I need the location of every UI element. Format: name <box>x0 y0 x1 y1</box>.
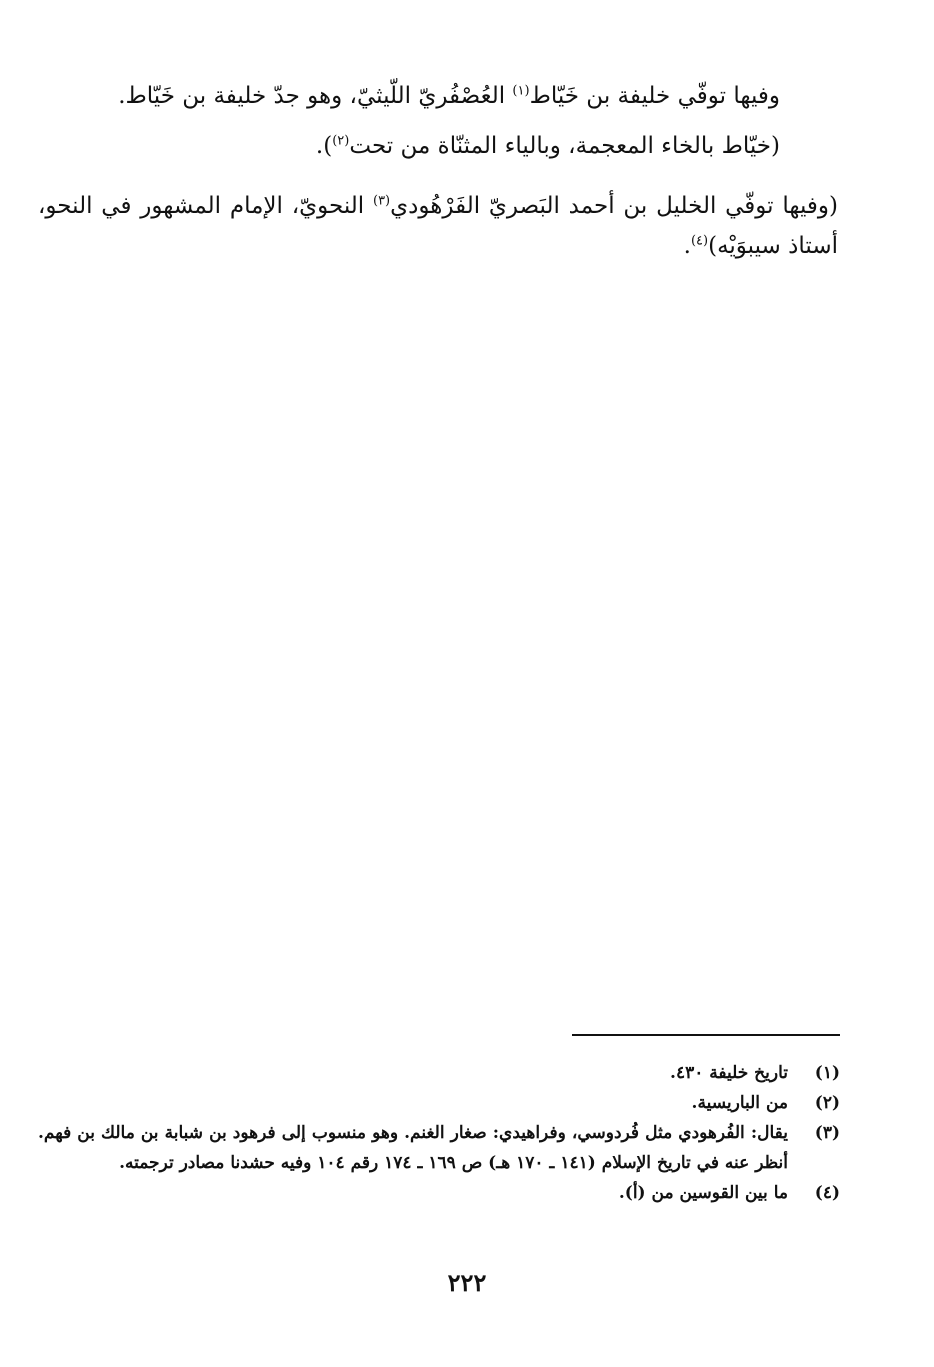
footnote-2 <box>38 1088 840 1118</box>
footnote-text: من الباريسية. <box>691 1093 788 1113</box>
footnote-text: ما بين القوسين من (أ). <box>618 1183 788 1203</box>
page-number: ٢٢٢ <box>447 1268 487 1297</box>
paragraph-3-text-b: النحويّ، الإمام المشهور في النحو، أستاذ سيبوَيْه) <box>38 193 838 259</box>
paragraph-1 <box>38 74 780 118</box>
paragraph-3-text-c: . <box>683 233 691 259</box>
paragraph-1-text-a: وفيها توفّي خليفة بن خَيّاط <box>529 83 780 109</box>
footnote-number: (١) <box>814 1063 840 1083</box>
footnote-4 <box>38 1178 840 1208</box>
footnote-ref-4[interactable]: (٤) <box>690 233 709 249</box>
footnote-ref-2[interactable]: (٢) <box>332 133 350 149</box>
footnote-text: يقال: الفُرهودي مثل فُردوسي، وفراهيدي: صغار الغنم. وهو منسوب إلى فرهود بن شبابة بن مالك بن فهم. أنظر عنه في تاريخ الإسلام (١٤١ ـ ١٧٠ هـ) ص ١٦٩ ـ ١٧٤ رقم ١٠٤ وفيه حشدنا مصادر ترجمته. <box>38 1123 788 1173</box>
footnote-ref-3[interactable]: (٣) <box>372 193 391 209</box>
footnote-3 <box>38 1118 840 1178</box>
footnote-number: (٤) <box>814 1183 840 1203</box>
footnote-number: (٢) <box>814 1093 840 1113</box>
footnote-1 <box>38 1058 840 1088</box>
footnote-ref-1[interactable]: (١) <box>512 83 530 99</box>
paragraph-2 <box>38 124 780 168</box>
paragraph-1-text-b: العُصْفُريّ اللّيثيّ، وهو جدّ خليفة بن خَيّاط. <box>118 83 513 109</box>
footnote-separator <box>572 1034 840 1036</box>
footnote-text: تاريخ خليفة ٤٣٠. <box>670 1063 788 1083</box>
footnote-number: (٣) <box>814 1123 840 1143</box>
paragraph-3 <box>38 186 838 266</box>
paragraph-3-text-a: (وفيها توفّي الخليل بن أحمد البَصريّ الفَرْهُودي <box>390 193 838 219</box>
paragraph-2-text-b: ). <box>315 133 333 159</box>
footnotes-section <box>38 1058 840 1208</box>
paragraph-2-text-a: (خيّاط بالخاء المعجمة، وبالياء المثنّاة من تحت <box>349 133 780 159</box>
